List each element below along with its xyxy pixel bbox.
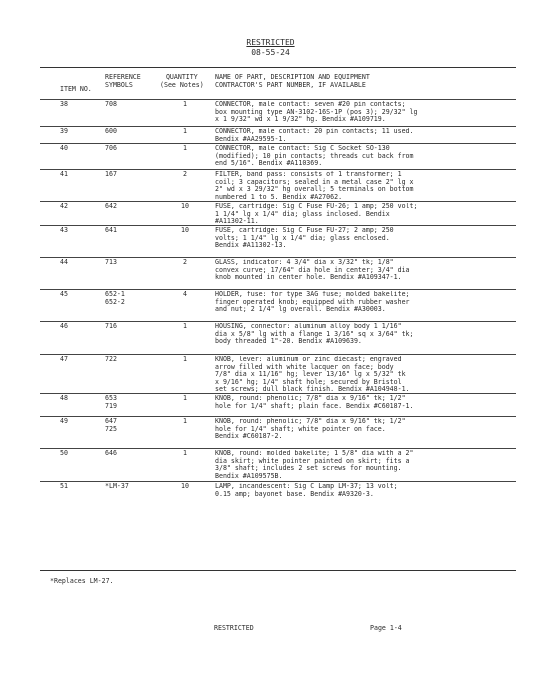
col-description-header: NAME OF PART, DESCRIPTION AND EQUIPMENT CONTRACTOR'S PART NUMBER, IF AVAILABLE xyxy=(215,73,370,89)
reference-symbols: 167 xyxy=(105,170,117,178)
item-number: 45 xyxy=(60,290,68,298)
part-description: LAMP, incandescent: Sig C Lamp LM-37; 13 volt; 0.15 amp; bayonet base. Bendix #A9320-3. xyxy=(215,483,398,498)
table-bottom-rule xyxy=(40,570,516,571)
quantity: 10 xyxy=(181,482,189,490)
item-number: 50 xyxy=(60,449,68,457)
part-description: FILTER, band pass: consists of 1 transformer; 1 coil; 3 capacitors; sealed in a metal case 2" lg x 2" wd x 3 29/32" hg overall; 5 terminals on bottom numbered 1 to 5. Bendix #A27062. xyxy=(215,171,414,201)
part-description: HOLDER, fuse: for type 3AG fuse; molded bakelite; finger operated knob; equipped with rubber washer and nut; 2 1/4" lg overall. Bendix #A30003. xyxy=(215,291,410,314)
part-description: KNOB, lever: aluminum or zinc diecast; engraved arrow filled with white lacquer on face; body 7/8" dia x 11/16" hg; lever 13/16" lg x 5/32" tk x 9/16" hg; 1/4" shaft hole; secured by Bristol set screws; dull black finish. Bendix #A104948-1. xyxy=(215,356,410,394)
reference-symbols: 713 xyxy=(105,258,117,266)
reference-symbols: 646 xyxy=(105,449,117,457)
header-date-code: 08-55-24 xyxy=(251,48,290,57)
item-number: 38 xyxy=(60,100,68,108)
reference-symbols: 716 xyxy=(105,322,117,330)
header-classification: RESTRICTED xyxy=(246,38,295,47)
col-quantity-header: QUANTITY (See Notes) xyxy=(160,73,204,89)
quantity: 1 xyxy=(183,127,187,135)
part-description: KNOB, round: phenolic; 7/8" dia x 9/16" tk; 1/2" hole for 1/4" shaft; plain face. Bendix #C60187-1. xyxy=(215,395,414,410)
reference-symbols: 652-1 652-2 xyxy=(105,290,125,306)
part-description: HOUSING, connector: aluminum alloy body 1 1/16" dia x 5/8" lg with a flange 1 3/16" sq x 3/64" tk; body threaded 1"-20. Bendix #A109639. xyxy=(215,323,414,346)
quantity: 1 xyxy=(183,449,187,457)
col-reference-header: REFERENCE SYMBOLS xyxy=(105,73,141,89)
table-top-rule xyxy=(40,67,516,68)
item-number: 46 xyxy=(60,322,68,330)
reference-symbols: 600 xyxy=(105,127,117,135)
item-number: 40 xyxy=(60,144,68,152)
reference-symbols: 653 719 xyxy=(105,394,117,410)
part-description: FUSE, cartridge: Sig C Fuse FU-26; 1 amp; 250 volt; 1 1/4" lg x 1/4" dia; glass inclosed. Bendix #A11302-11. xyxy=(215,203,418,226)
quantity: 10 xyxy=(181,226,189,234)
quantity: 1 xyxy=(183,417,187,425)
quantity: 2 xyxy=(183,170,187,178)
footnote: *Replaces LM-27. xyxy=(50,577,114,585)
item-number: 43 xyxy=(60,226,68,234)
item-number: 44 xyxy=(60,258,68,266)
reference-symbols: 647 725 xyxy=(105,417,117,433)
reference-symbols: 722 xyxy=(105,355,117,363)
quantity: 1 xyxy=(183,144,187,152)
item-number: 42 xyxy=(60,202,68,210)
item-number: 51 xyxy=(60,482,68,490)
quantity: 10 xyxy=(181,202,189,210)
footer-page-number: Page 1-4 xyxy=(370,624,402,632)
item-number: 41 xyxy=(60,170,68,178)
part-description: CONNECTOR, male contact: seven #20 pin contacts; box mounting type AN-3102-16S-1P (pos 3); 29/32" lg x 1 9/32" wd x 1 9/32" hg. Bendix #A109719. xyxy=(215,101,418,124)
item-number: 48 xyxy=(60,394,68,402)
item-number: 49 xyxy=(60,417,68,425)
part-description: CONNECTOR, male contact: 20 pin contacts; 11 used. Bendix #AA29595-1. xyxy=(215,128,414,143)
col-item-header: ITEM NO. xyxy=(60,85,92,93)
part-description: CONNECTOR, male contact: Sig C Socket SO-130 (modified); 10 pin contacts; threads cut back from end 5/16". Bendix #A110369. xyxy=(215,145,414,168)
reference-symbols: *LM-37 xyxy=(105,482,129,490)
quantity: 1 xyxy=(183,355,187,363)
item-number: 39 xyxy=(60,127,68,135)
quantity: 2 xyxy=(183,258,187,266)
part-description: KNOB, round: molded bakelite; 1 5/8" dia with a 2" dia skirt; white pointer painted on skirt; fits a 3/8" shaft; includes 2 set screws for mounting. Bendix #A109575B. xyxy=(215,450,414,480)
item-number: 47 xyxy=(60,355,68,363)
reference-symbols: 706 xyxy=(105,144,117,152)
part-description: FUSE, cartridge: Sig C Fuse FU-27; 2 amp; 250 volts; 1 1/4" lg x 1/4" dia; glass enclosed. Bendix #A11302-13. xyxy=(215,227,394,250)
part-description: GLASS, indicator: 4 3/4" dia x 3/32" tk; 1/8" convex curve; 17/64" dia hole in center; 3/4" dia knob mounted in center hole. Bendix #A109347-1. xyxy=(215,259,410,282)
reference-symbols: 641 xyxy=(105,226,117,234)
quantity: 1 xyxy=(183,322,187,330)
reference-symbols: 642 xyxy=(105,202,117,210)
footer-classification: RESTRICTED xyxy=(214,624,254,632)
quantity: 1 xyxy=(183,100,187,108)
quantity: 4 xyxy=(183,290,187,298)
reference-symbols: 708 xyxy=(105,100,117,108)
part-description: KNOB, round: phenolic; 7/8" dia x 9/16" tk; 1/2" hole for 1/4" shaft; white pointer on face. Bendix #C60187-2. xyxy=(215,418,406,441)
quantity: 1 xyxy=(183,394,187,402)
